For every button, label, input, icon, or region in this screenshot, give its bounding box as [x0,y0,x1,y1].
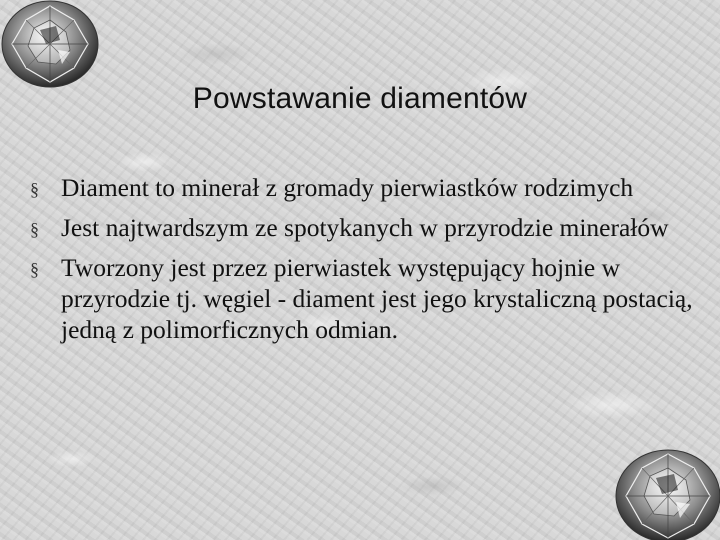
diamond-icon [0,0,100,88]
diamond-icon [612,446,720,540]
bullet-text: Tworzony jest przez pierwiastek występujący hojnie w przyrodzie tj. węgiel - diament jest jego krystaliczną postacią, jedną z polimorficznych odmian. [61,253,693,344]
list-item [26,212,696,243]
slide-title: Powstawanie diamentów [192,82,528,115]
list-item [26,172,696,203]
section-sign-icon: § [30,219,39,239]
section-sign-icon: § [30,259,39,279]
section-sign-icon: § [30,179,39,199]
list-item [26,252,696,345]
bullet-text: Diament to minerał z gromady pierwiastków rodzimych [61,173,634,202]
bullet-list [26,172,696,354]
bullet-text: Jest najtwardszym ze spotykanych w przyrodzie minerałów [61,213,669,242]
